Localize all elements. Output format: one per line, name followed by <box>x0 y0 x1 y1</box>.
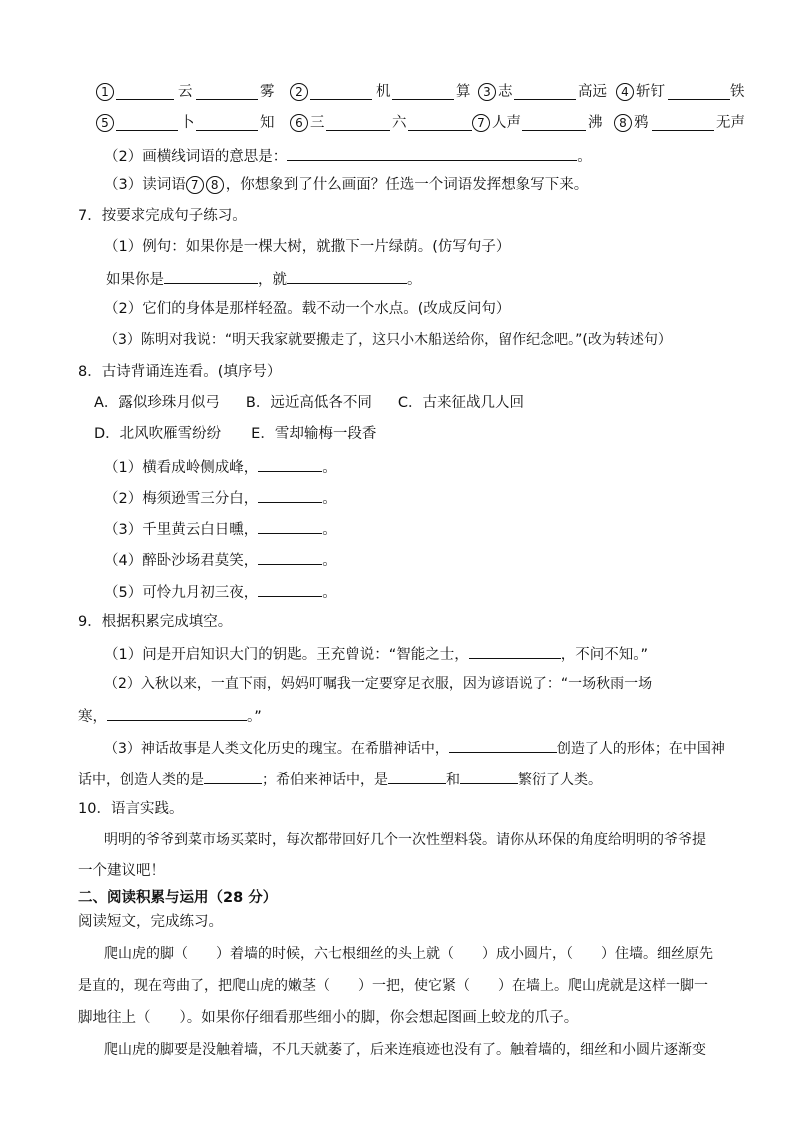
blank[interactable] <box>652 116 714 131</box>
q7-3: （3）陈明对我说：“明天我家就要搬走了，这只小木船送给你，留作纪念吧。”(改为转述句） <box>104 332 672 348</box>
idiom-7: 7 <box>472 113 492 133</box>
idiom-4: 4 <box>616 82 636 102</box>
blank[interactable] <box>392 85 454 100</box>
section-2-intro: 阅读短文，完成练习。 <box>78 914 223 930</box>
q9-3-cont: 话中，创造人类的是 ；希伯来神话中，是 和 繁衍了人类。 <box>78 768 602 790</box>
answer-blank[interactable] <box>204 768 262 784</box>
q9-2-cont: 寒， 。” <box>78 705 262 727</box>
q8-option-a: A．露似珍珠月似弓 <box>94 395 220 411</box>
answer-blank[interactable] <box>287 145 577 161</box>
q7-1-fill: 如果你是 ，就 。 <box>106 268 422 290</box>
q10-paragraph: 明明的爷爷到菜市场买菜时，每次都带回好几个一次性塑料袋。请你从环保的角度给明明的爷爷提 <box>104 832 706 848</box>
blank[interactable] <box>116 116 178 131</box>
idiom-6: 6 <box>290 113 310 133</box>
q8-option-b: B．远近高低各不同 <box>245 395 372 411</box>
q8-option-e: E．雪却输梅一段香 <box>251 426 377 442</box>
idiom-1: 1 <box>96 82 116 102</box>
blank[interactable] <box>196 85 258 100</box>
q6-2: （2）画横线词语的意思是： 。 <box>104 145 592 167</box>
idiom-row-2: 5 卜 知 6 三 六 7 人声 沸 8 鸦 无声 <box>96 113 746 133</box>
q10-paragraph-cont: 一个建议吧！ <box>78 863 165 879</box>
answer-blank[interactable] <box>449 737 557 753</box>
q8-item: （4）醉卧沙场君莫笑， 。 <box>104 549 337 571</box>
reading-paragraph-1-line-3: 脚地往上（ ）。如果你仔细看那些细小的脚，你会想起图画上蛟龙的爪子。 <box>78 1010 579 1026</box>
blank[interactable] <box>116 85 174 100</box>
q6-3: （3）读词语 7 8 ，你想象到了什么画面？任选一个词语发挥想象写下来。 <box>104 177 589 193</box>
blank[interactable] <box>522 116 586 131</box>
answer-blank[interactable] <box>287 268 407 284</box>
q10-title: 10．语言实践。 <box>78 801 184 817</box>
q7-1: （1）例句：如果你是一棵大树，就撒下一片绿荫。(仿写句子） <box>104 239 511 255</box>
q9-1: （1）问是开启知识大门的钥匙。王充曾说：“智能之士， ，不问不知。” <box>104 643 648 665</box>
blank[interactable] <box>310 85 372 100</box>
q8-options-row-2 <box>94 424 376 444</box>
blank[interactable] <box>326 116 390 131</box>
idiom-5: 5 <box>96 113 116 133</box>
reading-paragraph-1-line-2: 是直的，现在弯曲了，把爬山虎的嫩茎（ ）一把，使它紧（ ）在墙上。爬山虎就是这样一脚一 <box>78 978 708 994</box>
q8-item: （1）横看成岭侧成峰， 。 <box>104 456 337 478</box>
idiom-8: 8 <box>614 113 634 133</box>
reading-paragraph-1: 爬山虎的脚（ ）着墙的时候，六七根细丝的头上就（ ）成小圆片，（ ）住墙。细丝原先 <box>104 946 713 962</box>
answer-blank[interactable] <box>460 768 518 784</box>
q8-item: （5）可怜九月初三夜， 。 <box>104 581 337 603</box>
idiom-2: 2 <box>290 82 310 102</box>
blank[interactable] <box>408 116 472 131</box>
reading-paragraph-2: 爬山虎的脚要是没触着墙，不几天就萎了，后来连痕迹也没有了。触着墙的，细丝和小圆片逐渐变 <box>104 1042 706 1058</box>
idiom-row-1: 1 云 雾 2 机 算 3 志 高远 4 斩钉 铁 <box>96 82 746 102</box>
q8-item: （2）梅须逊雪三分白， 。 <box>104 487 337 509</box>
q8-option-d: D．北风吹雁雪纷纷 <box>94 426 222 442</box>
q7-title: 7．按要求完成句子练习。 <box>78 208 247 224</box>
q8-options-row-1 <box>94 393 524 413</box>
answer-blank[interactable] <box>258 487 322 503</box>
q8-title: 8．古诗背诵连连看。(填序号） <box>78 364 282 380</box>
idiom-3: 3 <box>478 82 498 102</box>
blank[interactable] <box>514 85 576 100</box>
q8-item: （3）千里黄云白日曛， 。 <box>104 518 337 540</box>
blank[interactable] <box>668 85 730 100</box>
q9-2: （2）入秋以来，一直下雨，妈妈叮嘱我一定要穿足衣服，因为谚语说了：“一场秋雨一场 <box>104 676 653 692</box>
answer-blank[interactable] <box>258 518 322 534</box>
q8-option-c: C．古来征战几人回 <box>397 395 524 411</box>
section-2-title: 二、阅读积累与运用（28 分） <box>78 890 278 906</box>
q9-3: （3）神话故事是人类文化历史的瑰宝。在希腊神话中， 创造了人的形体；在中国神 <box>104 737 725 759</box>
answer-blank[interactable] <box>258 581 322 597</box>
q9-title: 9．根据积累完成填空。 <box>78 614 233 630</box>
answer-blank[interactable] <box>469 643 561 659</box>
answer-blank[interactable] <box>388 768 446 784</box>
answer-blank[interactable] <box>258 549 322 565</box>
answer-blank[interactable] <box>164 268 258 284</box>
q7-2: （2）它们的身体是那样轻盈。载不动一个水点。(改成反问句） <box>104 301 511 317</box>
blank[interactable] <box>196 116 258 131</box>
answer-blank[interactable] <box>258 456 322 472</box>
answer-blank[interactable] <box>107 705 247 721</box>
